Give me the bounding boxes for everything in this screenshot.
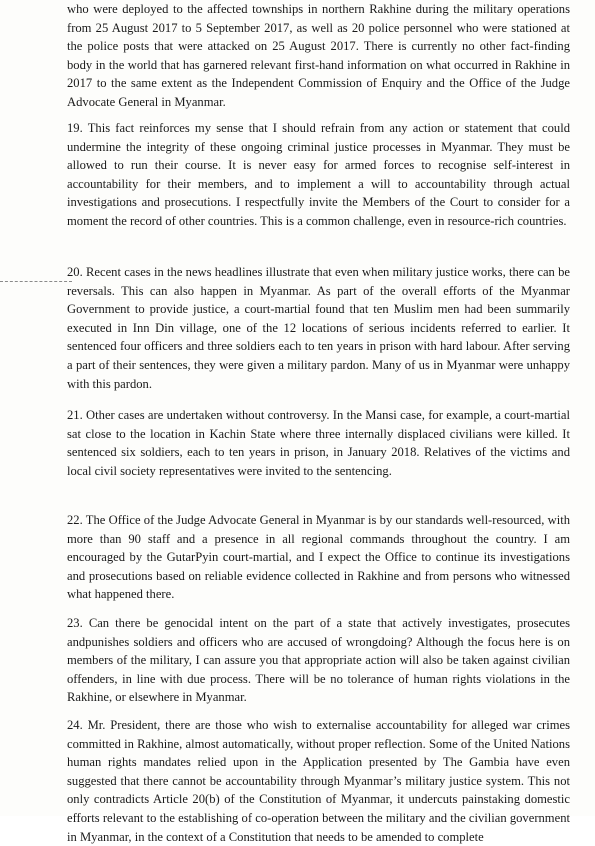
paragraph-20: 20. Recent cases in the news headlines illustrate that even when military justice works, there can be reversals. This can also happen in Myanmar. As part of the overall efforts of the Myanmar Government to provide justice, a court-martial found that ten Muslim men had been summarily executed in Inn Din village, one of the 12 locations of serious incidents referred to earlier. It sentenced four officers and three soldiers each to ten years in prison with hard labour. After serving a part of their sentences, they were given a military pardon. Many of us in Myanmar were unhappy with this pardon.: [67, 265, 570, 391]
paragraph-19: 19. This fact reinforces my sense that I should refrain from any action or statement that could undermine the integrity of these ongoing criminal justice processes in Myanmar. They must be allowed to run their course. It is never easy for armed forces to recognise self-interest in accountability for their members, and to implement a will to accountability through actual investigations and prosecutions. I respectfully invite the Members of the Court to consider for a moment the record of other countries. This is a common challenge, even in resource-rich countries.: [67, 121, 570, 228]
paragraph-23: 23. Can there be genocidal intent on the part of a state that actively investigates, prosecutes andpunishes soldiers and officers who are accused of wrongdoing? Although the focus here is on members of the military, I can assure you that appropriate action will also be taken against civilian offenders, in line with due process. There will be no tolerance of human rights violations in the Rakhine, or elsewhere in Myanmar.: [67, 616, 570, 705]
paragraph-18-continued: who were deployed to the affected townships in northern Rakhine during the military operations from 25 August 2017 to 5 September 2017, as well as 20 police personnel who were stationed at the police posts that were attacked on 25 August 2017. There is currently no other fact-finding body in the world that has garnered relevant first-hand information on what occurred in Rakhine in 2017 to the same extent as the Independent Commission of Enquiry and the Office of the Judge Advocate General in Myanmar.: [67, 2, 570, 109]
scan-artifact-line: [0, 281, 72, 282]
paragraph-22: 22. The Office of the Judge Advocate General in Myanmar is by our standards well-resourced, with more than 90 staff and a presence in all regional commands throughout the country. I am encouraged by the GutarPyin court-martial, and I expect the Office to continue its investigations and prosecutions based on reliable evidence collected in Rakhine and from persons who witnessed what happened there.: [67, 513, 570, 602]
paragraph-24: 24. Mr. President, there are those who wish to externalise accountability for alleged war crimes committed in Rakhine, almost automatically, without proper reflection. Some of the United Nations human rights mandates relied upon in the Application presented by The Gambia have even suggested that there cannot be accountability through Myanmar’s military justice system. This not only contradicts Article 20(b) of the Constitution of Myanmar, it undercuts painstaking domestic efforts relevant to the establishing of co-operation between the military and the civilian government in Myanmar, in the context of a Constitution that needs to be amended to complete: [67, 718, 570, 844]
paragraph-21: 21. Other cases are undertaken without controversy. In the Mansi case, for example, a court-martial sat close to the location in Kachin State where three internally displaced civilians were killed. It sentenced six soldiers, each to ten years in prison, in January 2018. Relatives of the victims and local civil society representatives were invited to the sentencing.: [67, 408, 570, 478]
